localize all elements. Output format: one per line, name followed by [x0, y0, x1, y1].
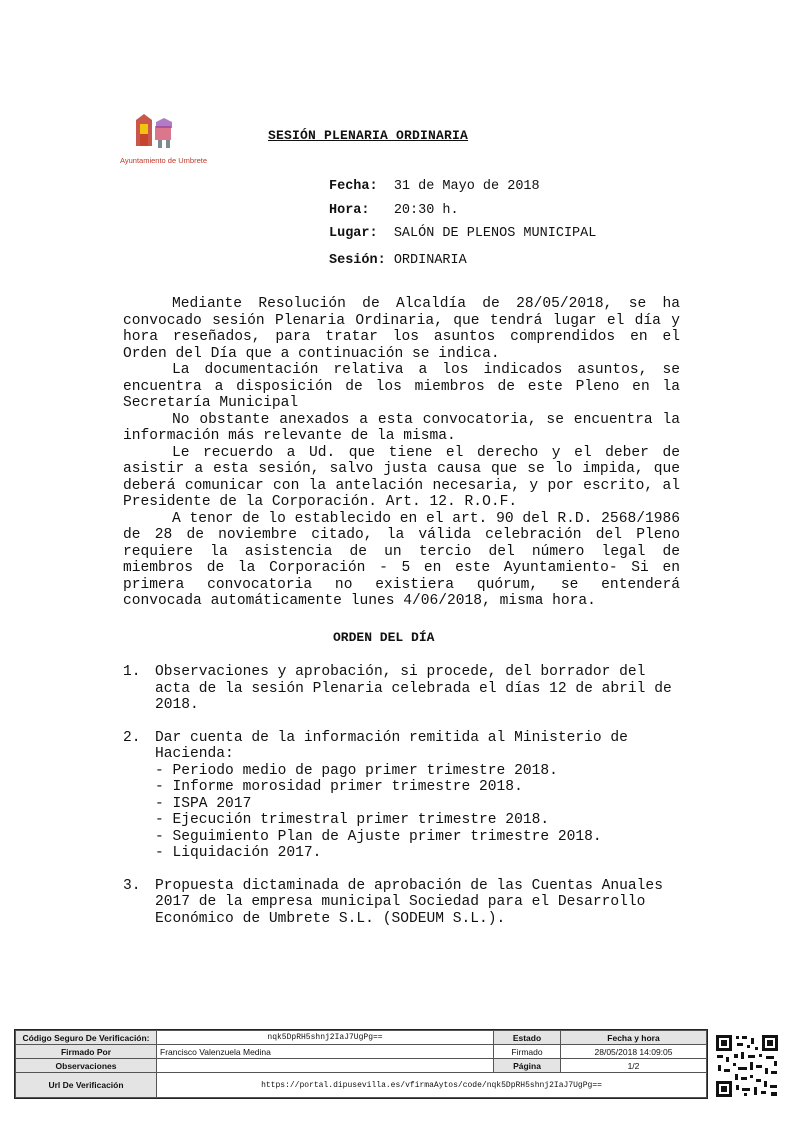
agenda-text: Propuesta dictaminada de aprobación de las Cuentas Anuales 2017 de la empresa municipal Sociedad para el Desarrollo Económico de Umbrete S.L. (SODEUM S.L.). [155, 877, 663, 927]
estado-value: Firmado [494, 1045, 561, 1059]
lugar-value: SALÓN DE PLENOS MUNICIPAL [393, 226, 597, 241]
agenda-text: Dar cuenta de la información remitida al Ministerio de Hacienda: [155, 729, 628, 762]
agenda-subitem: - Ejecución trimestral primer trimestre 2018. [155, 812, 550, 828]
paragraph: A tenor de lo establecido en el art. 90 del R.D. 2568/1986 de 28 de noviembre citado, la válida celebración del Pleno requiere la asistencia de un tercio del número legal de miembros de la Corporación - 5 en este Ayuntamiento- Si en primera convocatoria no existiera quórum, se entenderá convocada automáticamente lunes 4/06/2018, misma hora. [123, 510, 680, 609]
observaciones-label: Observaciones [16, 1059, 157, 1073]
agenda-subitem: - ISPA 2017 [155, 795, 252, 812]
paragraph: Le recuerdo a Ud. que tiene el derecho y el deber de asistir a esta sesión, salvo justa causa que se lo impida, que deberá comunicar con la antelación necesaria, y por escrito, al Presidente de la Corporación. Art. 12. R.O.F. [123, 444, 680, 510]
orden-heading: ORDEN DEL DÍA [333, 630, 435, 645]
observaciones-value [157, 1059, 494, 1073]
fecha-hora-label: Fecha y hora [561, 1031, 707, 1045]
agenda-subitem: - Periodo medio de pago primer trimestre 2018. [155, 762, 558, 779]
agenda-item [123, 730, 683, 862]
fecha-label: Fecha: [329, 179, 378, 194]
meta-hora [329, 203, 459, 218]
agenda-number: 1. [123, 664, 141, 680]
firmado-por-label: Firmado Por [16, 1045, 157, 1059]
agenda-list [123, 664, 683, 943]
qr-code-icon [714, 1033, 780, 1099]
meta-sesion [329, 253, 467, 268]
sesion-label: Sesión: [329, 253, 386, 268]
estado-label: Estado [494, 1031, 561, 1045]
firmado-por-value: Francisco Valenzuela Medina [157, 1045, 494, 1059]
agenda-text: Observaciones y aprobación, si procede, del borrador del acta de la sesión Plenaria celebrada el días 12 de abril de 2018. [155, 664, 672, 713]
meta-lugar [329, 226, 596, 241]
hora-label: Hora: [329, 203, 370, 218]
agenda-number: 3. [123, 877, 141, 894]
agenda-number: 2. [123, 729, 141, 746]
lugar-label: Lugar: [329, 226, 378, 241]
fecha-hora-value: 28/05/2018 14:09:05 [561, 1045, 707, 1059]
pagina-value: 1/2 [561, 1059, 707, 1073]
paragraph: Mediante Resolución de Alcaldía de 28/05/2018, se ha convocado sesión Plenaria Ordinaria, que tendrá lugar el día y hora reseñados, para tratar los asuntos comprendidos en el Orden del Día que a continuación se indica. [123, 296, 680, 362]
agenda-subitem: - Informe morosidad primer trimestre 2018. [155, 779, 523, 795]
agenda-subitem: - Liquidación 2017. [155, 845, 322, 861]
signature-footer [14, 1029, 708, 1099]
url-label: Url De Verificación [16, 1073, 157, 1098]
meta-fecha [329, 179, 540, 194]
url-value[interactable]: https://portal.dipusevilla.es/vfirmaAytos/code/nqk5DpRH5shnj2IaJ7UgPg== [157, 1073, 707, 1098]
qr-code [714, 1033, 780, 1099]
csv-value: nqk5DpRH5shnj2IaJ7UgPg== [157, 1031, 494, 1045]
verification-table [15, 1030, 707, 1098]
pagina-label: Página [494, 1059, 561, 1073]
paragraph: No obstante anexados a esta convocatoria, se encuentra la información más relevante de la misma. [123, 411, 680, 444]
logo-caption: Ayuntamiento de Umbrete [120, 156, 207, 165]
document-title: SESIÓN PLENARIA ORDINARIA [268, 128, 469, 143]
csv-label: Código Seguro De Verificación: [16, 1031, 157, 1045]
convocatoria-body [123, 296, 680, 610]
agenda-item [123, 878, 683, 928]
sesion-value: ORDINARIA [393, 253, 467, 268]
hora-value: 20:30 h. [393, 203, 459, 218]
agenda-subitem: - Seguimiento Plan de Ajuste primer trimestre 2018. [155, 828, 602, 845]
agenda-item [123, 664, 683, 714]
paragraph: La documentación relativa a los indicados asuntos, se encuentra a disposición de los miembros de este Pleno en la Secretaría Municipal [123, 362, 680, 411]
fecha-value: 31 de Mayo de 2018 [393, 179, 540, 194]
agenda-sublist [155, 763, 683, 862]
